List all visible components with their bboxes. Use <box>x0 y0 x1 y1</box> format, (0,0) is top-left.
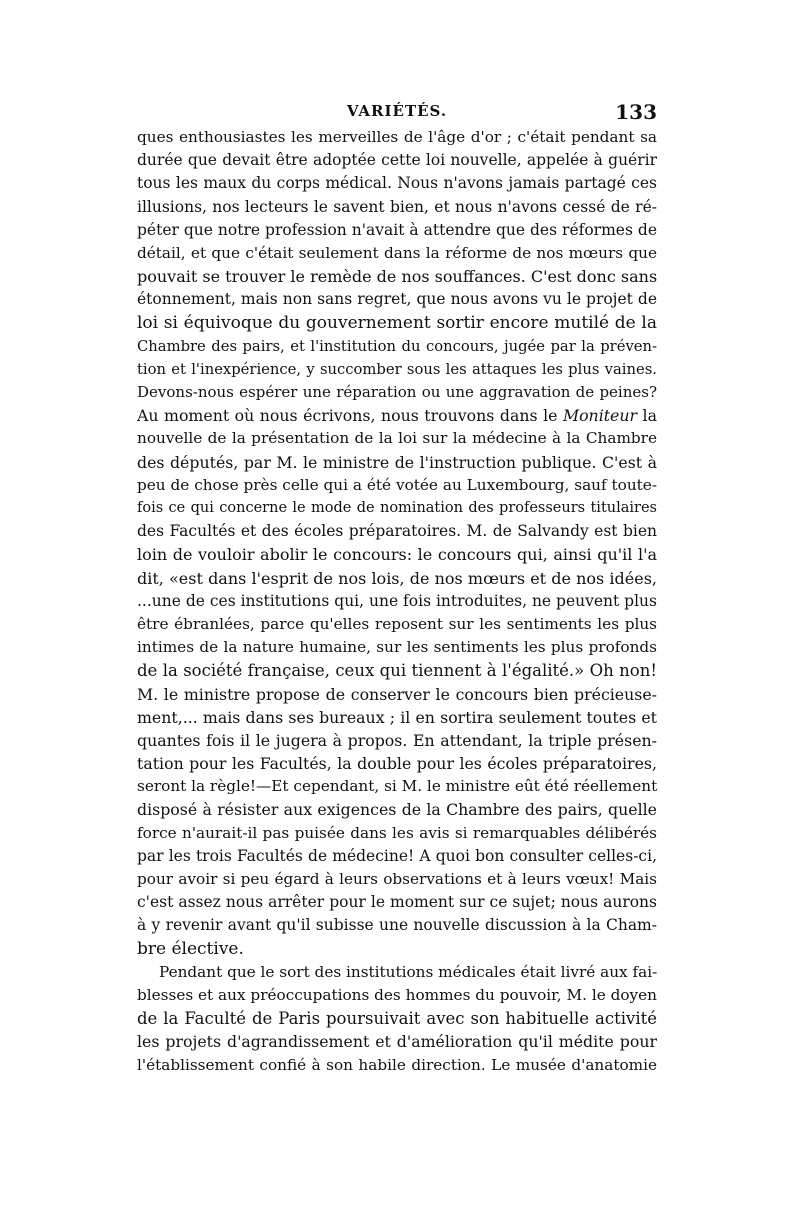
text-line: à y revenir avant qu'il subisse une nouvelle discussion à la Cham- <box>137 916 657 935</box>
text-line: les projets d'agrandissement et d'amélioration qu'il médite pour <box>137 1032 657 1052</box>
page-number: 133 <box>615 100 657 124</box>
text-line: pour avoir si peu égard à leurs observations et à leurs vœux! Mais <box>137 870 657 888</box>
text-line: pouvait se trouver le remède de nos souffances. C'est donc sans <box>137 267 657 287</box>
text-line: seront la règle!—Et cependant, si M. le ministre eût été réellement <box>137 777 657 796</box>
text-line: tation pour les Facultés, la double pour les écoles préparatoires, <box>137 754 657 774</box>
text-line: détail, et que c'était seulement dans la réforme de nos mœurs que <box>137 243 657 262</box>
text-line: Au moment où nous écrivons, nous trouvons dans le Moniteur la <box>137 406 657 426</box>
text-line: de la Faculté de Paris poursuivait avec son habituelle activité <box>137 1009 657 1029</box>
running-head <box>137 100 657 124</box>
text-line: ...une de ces institutions qui, une fois introduites, ne peuvent plus <box>137 591 657 610</box>
text-line: des Facultés et des écoles préparatoires. M. de Salvandy est bien <box>137 522 657 541</box>
running-title: VARIÉTÉS. <box>346 102 448 120</box>
italic-journal-title: Moniteur <box>562 406 638 426</box>
text-line: étonnement, mais non sans regret, que nous avons vu le projet de <box>137 290 657 309</box>
text-line: loi si équivoque du gouvernement sortir encore mutilé de la <box>137 312 657 333</box>
text-line: de la société française, ceux qui tiennent à l'égalité.» Oh non! <box>137 661 657 681</box>
text-line: tion et l'inexpérience, y succomber sous les attaques les plus vaines. <box>137 360 657 378</box>
text-line: quantes fois il le jugera à propos. En attendant, la triple présen- <box>137 730 657 750</box>
text-line: fois ce qui concerne le mode de nomination des professeurs titulaires <box>137 500 657 516</box>
body-text <box>137 126 657 1077</box>
text-line: blesses et aux préoccupations des hommes du pouvoir, M. le doyen <box>137 985 657 1004</box>
text-line: tous les maux du corps médical. Nous n'avons jamais partagé ces <box>137 174 657 193</box>
text-line: durée que devait être adoptée cette loi nouvelle, appelée à guérir <box>137 151 657 170</box>
text-line: loin de vouloir abolir le concours: le concours qui, ainsi qu'il l'a <box>137 545 657 565</box>
text-line: illusions, nos lecteurs le savent bien, et nous n'avons cessé de ré- <box>137 197 657 216</box>
text-line: intimes de la nature humaine, sur les sentiments les plus profonds <box>137 638 657 657</box>
text-line: par les trois Facultés de médecine! A quoi bon consulter celles-ci, <box>137 846 657 865</box>
text-line-paragraph-start: Pendant que le sort des institutions médicales était livré aux fai- <box>159 962 657 981</box>
text-line: l'établissement confié à son habile direction. Le musée d'anatomie <box>137 1055 657 1074</box>
text-line: des députés, par M. le ministre de l'instruction publique. C'est à <box>137 452 657 472</box>
text-line: c'est assez nous arrêter pour le moment sur ce sujet; nous aurons <box>137 893 657 912</box>
text-line: nouvelle de la présentation de la loi sur la médecine à la Chambre <box>137 429 657 448</box>
text-line: péter que notre profession n'avait à attendre que des réformes de <box>137 220 657 239</box>
text-line: ques enthousiastes les merveilles de l'âge d'or ; c'était pendant sa <box>137 128 657 146</box>
text-line: être ébranlées, parce qu'elles reposent sur les sentiments les plus <box>137 614 657 633</box>
text-line: dit, «est dans l'esprit de nos lois, de nos mœurs et de nos idées, <box>137 568 657 588</box>
text-line: Chambre des pairs, et l'institution du concours, jugée par la préven- <box>137 337 657 355</box>
text-line-paragraph-end: bre élective. <box>137 938 244 959</box>
text-line: Devons-nous espérer une réparation ou une aggravation de peines? <box>137 383 657 402</box>
text-line: ment,... mais dans ses bureaux ; il en sortira seulement toutes et <box>137 707 657 727</box>
text-line: M. le ministre propose de conserver le concours bien précieuse- <box>137 684 657 704</box>
text-line: disposé à résister aux exigences de la Chambre des pairs, quelle <box>137 800 657 820</box>
text-line: force n'aurait-il pas puisée dans les avis si remarquables délibérés <box>137 823 657 842</box>
text-line: peu de chose près celle qui a été votée au Luxembourg, sauf toute- <box>137 475 657 494</box>
